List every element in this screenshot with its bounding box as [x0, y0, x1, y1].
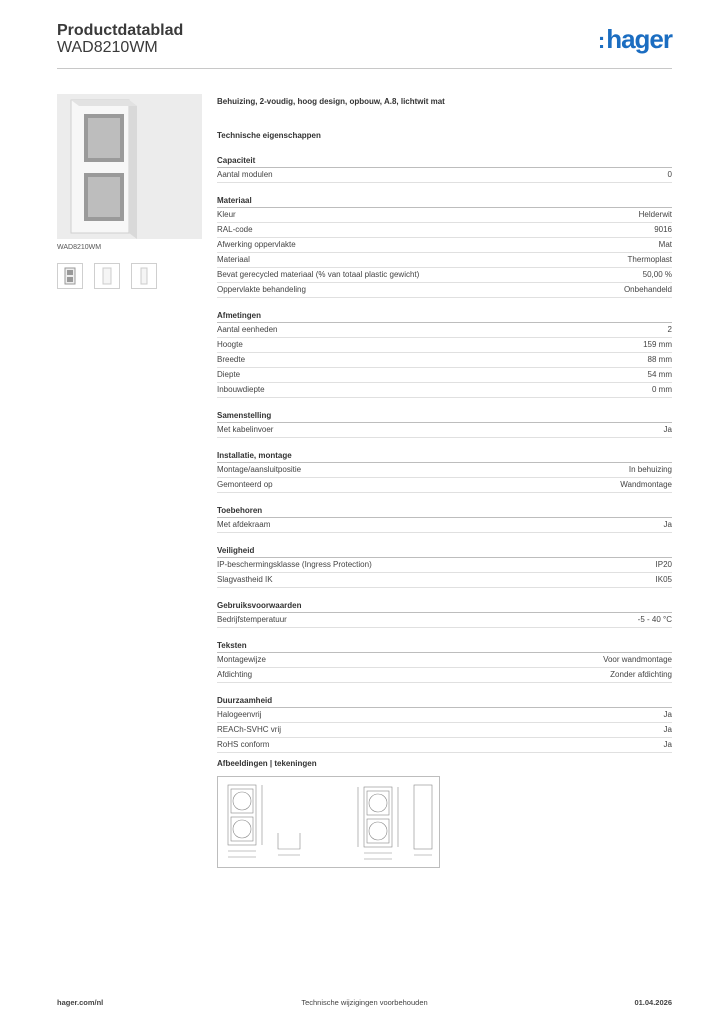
- property-row: [217, 613, 672, 628]
- product-properties: [217, 95, 672, 753]
- header-divider: [57, 68, 672, 69]
- property-row: [217, 558, 672, 573]
- property-group: [217, 449, 672, 493]
- logo-text: hager: [606, 24, 672, 54]
- property-label: Met afdekraam: [217, 520, 271, 529]
- property-group: [217, 409, 672, 438]
- property-row: [217, 708, 672, 723]
- property-row: [217, 423, 672, 438]
- property-row: [217, 478, 672, 493]
- property-label: Gemonteerd op: [217, 480, 273, 489]
- property-value: Onbehandeld: [623, 285, 672, 294]
- property-group: [217, 544, 672, 588]
- property-value: 0: [667, 170, 672, 179]
- group-title: Duurzaamheid: [217, 694, 672, 708]
- property-label: Afdichting: [217, 670, 253, 679]
- property-row: [217, 208, 672, 223]
- property-value: 9016: [654, 225, 672, 234]
- property-groups: [217, 154, 672, 753]
- document-header: [57, 20, 672, 70]
- technical-drawing: [217, 776, 440, 868]
- property-label: Hoogte: [217, 340, 243, 349]
- property-label: Bevat gerecycled materiaal (% van totaal plastic gewicht): [217, 270, 420, 279]
- property-row: [217, 668, 672, 683]
- property-row: [217, 723, 672, 738]
- property-row: [217, 338, 672, 353]
- property-value: Mat: [658, 240, 672, 249]
- property-row: [217, 223, 672, 238]
- property-value: Ja: [663, 520, 672, 529]
- property-group: [217, 599, 672, 628]
- group-title: Afmetingen: [217, 309, 672, 323]
- product-code: WAD8210WM: [57, 39, 158, 56]
- property-value: Voor wandmontage: [603, 655, 672, 664]
- property-label: Materiaal: [217, 255, 250, 264]
- property-group: [217, 694, 672, 753]
- footer-disclaimer: Technische wijzigingen voorbehouden: [301, 998, 428, 1007]
- property-row: [217, 268, 672, 283]
- group-title: Toebehoren: [217, 504, 672, 518]
- property-row: [217, 353, 672, 368]
- property-label: Aantal modulen: [217, 170, 273, 179]
- property-row: [217, 238, 672, 253]
- property-label: RoHS conform: [217, 740, 270, 749]
- document-title: Productdatablad: [57, 22, 184, 39]
- property-row: [217, 463, 672, 478]
- property-value: Wandmontage: [620, 480, 672, 489]
- logo-dots-icon: :: [597, 28, 606, 53]
- footer-website-link[interactable]: hager.com/nl: [57, 998, 104, 1007]
- property-value: Thermoplast: [627, 255, 672, 264]
- property-value: IP20: [655, 560, 672, 569]
- property-group: [217, 194, 672, 298]
- group-title: Capaciteit: [217, 154, 672, 168]
- property-label: RAL-code: [217, 225, 253, 234]
- property-value: Ja: [663, 710, 672, 719]
- property-label: Diepte: [217, 370, 241, 379]
- property-value: 50,00 %: [642, 270, 672, 279]
- properties-heading: Technische eigenschappen: [217, 131, 321, 140]
- thumbnail-strip: [57, 263, 157, 289]
- property-label: IP-beschermingsklasse (Ingress Protection): [217, 560, 372, 569]
- property-value: 2: [667, 325, 672, 334]
- property-value: Zonder afdichting: [610, 670, 672, 679]
- group-title: Samenstelling: [217, 409, 672, 423]
- dimension-drawing: [218, 777, 439, 867]
- property-group: [217, 504, 672, 533]
- property-label: Kleur: [217, 210, 236, 219]
- group-title: Materiaal: [217, 194, 672, 208]
- property-value: Ja: [663, 425, 672, 434]
- property-row: [217, 738, 672, 753]
- property-value: 0 mm: [652, 385, 672, 394]
- group-title: Gebruiksvoorwaarden: [217, 599, 672, 613]
- property-value: Ja: [663, 740, 672, 749]
- property-row: [217, 168, 672, 183]
- thumbnail-front[interactable]: [57, 263, 83, 289]
- property-row: [217, 518, 672, 533]
- property-row: [217, 368, 672, 383]
- property-value: Helderwit: [638, 210, 672, 219]
- property-row: [217, 383, 672, 398]
- property-group: [217, 154, 672, 183]
- property-group: [217, 639, 672, 683]
- property-label: Aantal eenheden: [217, 325, 278, 334]
- property-label: Inbouwdiepte: [217, 385, 265, 394]
- property-value: Ja: [663, 725, 672, 734]
- property-row: [217, 253, 672, 268]
- document-footer: [57, 998, 672, 1012]
- hager-logo: [598, 26, 672, 54]
- thumbnail-side[interactable]: [94, 263, 120, 289]
- group-title: Veiligheid: [217, 544, 672, 558]
- product-image: [57, 94, 202, 239]
- property-value: In behuizing: [628, 465, 672, 474]
- property-label: REACh-SVHC vrij: [217, 725, 282, 734]
- property-label: Met kabelinvoer: [217, 425, 274, 434]
- property-value: -5 - 40 °C: [637, 615, 672, 624]
- property-group: [217, 309, 672, 398]
- property-row: [217, 323, 672, 338]
- property-label: Oppervlakte behandeling: [217, 285, 306, 294]
- property-label: Breedte: [217, 355, 246, 364]
- property-label: Montagewijze: [217, 655, 266, 664]
- property-value: IK05: [655, 575, 672, 584]
- property-label: Halogeenvrij: [217, 710, 262, 719]
- thumbnail-back[interactable]: [131, 263, 157, 289]
- footer-date: 01.04.2026: [634, 998, 672, 1007]
- property-value: 159 mm: [643, 340, 672, 349]
- property-label: Slagvastheid IK: [217, 575, 273, 584]
- drawings-title: Afbeeldingen | tekeningen: [217, 759, 317, 768]
- group-title: Teksten: [217, 639, 672, 653]
- property-row: [217, 573, 672, 588]
- product-description: Behuizing, 2-voudig, hoog design, opbouw, A.8, lichtwit mat: [217, 97, 445, 106]
- property-label: Afwerking oppervlakte: [217, 240, 296, 249]
- property-label: Bedrijfstemperatuur: [217, 615, 287, 624]
- property-row: [217, 283, 672, 298]
- image-caption: WAD8210WM: [57, 244, 102, 251]
- property-value: 88 mm: [647, 355, 672, 364]
- enclosure-illustration: [57, 94, 202, 239]
- property-row: [217, 653, 672, 668]
- property-value: 54 mm: [647, 370, 672, 379]
- property-label: Montage/aansluitpositie: [217, 465, 302, 474]
- group-title: Installatie, montage: [217, 449, 672, 463]
